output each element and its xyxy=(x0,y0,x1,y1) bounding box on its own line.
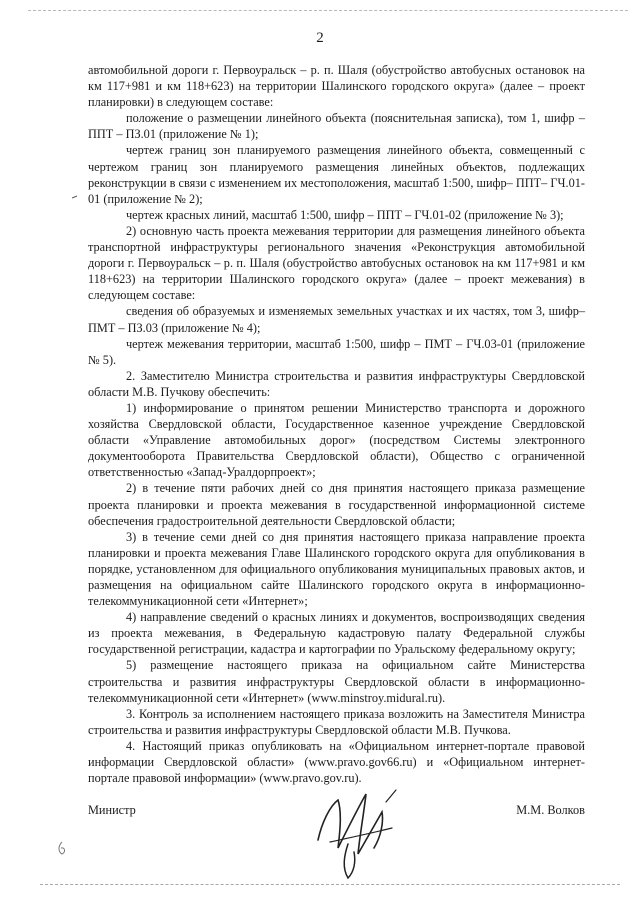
scan-edge-bottom xyxy=(40,884,620,885)
paragraph: чертеж границ зон планируемого размещения линейного объекта, совмещенный с чертежом границ зон планируемого размещения линейных объектов, подлежащих реконструкции в связи с изменением их местоположения, масштаб 1:500, шифр– ППТ– ГЧ.01-01 (приложение № 2); xyxy=(88,143,585,206)
margin-pencil-mark xyxy=(56,840,68,856)
paragraph: 3. Контроль за исполнением настоящего приказа возложить на Заместителя Министра строительства и развития инфраструктуры Свердловской области М.В. Пучкова. xyxy=(88,706,585,737)
paragraph: 4) направление сведений о красных линиях и документов, воспроизводящих сведения из проекта межевания, в Федеральную кадастровую палату Федеральной службы государственной регистрации, кадастра и картографии по Уральскому федеральному округу; xyxy=(88,610,585,657)
margin-tick-mark xyxy=(72,195,78,199)
handwritten-signature xyxy=(308,782,404,882)
paragraph: 3) в течение семи дней со дня принятия настоящего приказа направление проекта планировки и проекта межевания Главе Шалинского городского округа для опубликования в порядке, установленном для официального опубликования муниципальных правовых актов, и размещения на официальном сайте Шалинского городского округа в информационно-телекоммуникационной сети «Интернет»; xyxy=(88,529,585,609)
paragraph: 2) в течение пяти рабочих дней со дня принятия настоящего приказа размещение проекта планировки и проекта межевания в государственной информационной системе обеспечения градостроительной деятельности Свердловской области; xyxy=(88,481,585,528)
signer-name: М.М. Волков xyxy=(516,803,585,817)
scan-edge-top xyxy=(28,10,628,11)
paragraph: автомобильной дороги г. Первоуральск – р. п. Шаля (обустройство автобусных остановок на км 117+981 и км 118+623) на территории Шалинского городского округа» (далее – проект планировки) в следующем составе: xyxy=(88,63,585,110)
page-number: 2 xyxy=(316,30,324,46)
paragraph: 2) основную часть проекта межевания территории для размещения линейного объекта транспортной инфраструктуры регионального значения «Реконструкция автомобильной дороги г. Первоуральск – р. п. Шаля (обустройство автобусных остановок на км 117+981 и км 118+623) на территории Шалинского городского округа» (далее – проект межевания) в следующем составе: xyxy=(88,223,585,303)
paragraph: сведения об образуемых и изменяемых земельных участках и их частях, том 3, шифр– ПМТ – ПЗ.03 (приложение № 4); xyxy=(88,304,585,335)
paragraph: положение о размещении линейного объекта (пояснительная записка), том 1, шифр – ППТ – ПЗ.01 (приложение № 1); xyxy=(88,111,585,142)
paragraph: 2. Заместителю Министра строительства и развития инфраструктуры Свердловской области М.В. Пучкову обеспечить: xyxy=(88,368,585,399)
paragraph: 4. Настоящий приказ опубликовать на «Официальном интернет-портале правовой информации Свердловской области» (www.pravo.gov66.ru) и «Официальном интернет-портале правовой информации» (www.pravo.gov.ru). xyxy=(88,738,585,786)
paragraph: 1) информирование о принятом решении Министерство транспорта и дорожного хозяйства Свердловской области, Государственное казенное учреждение Свердловской области «Управление автомобильных дорог» (посредством Системы электронного документооборота Правительства Свердловской области), Общество с ограниченной ответственностью «Запад-Уралдорпроект»; xyxy=(88,400,585,480)
paragraph: 5) размещение настоящего приказа на официальном сайте Министерства строительства и развития инфраструктуры Свердловской области в информационно-телекоммуникационной сети «Интернет» (www.minstroy.midural.ru). xyxy=(88,658,585,705)
paragraph: чертеж межевания территории, масштаб 1:500, шифр – ПМТ – ГЧ.03-01 (приложение № 5). xyxy=(88,336,585,367)
document-body xyxy=(88,62,585,786)
paragraph: чертеж красных линий, масштаб 1:500, шифр – ППТ – ГЧ.01-02 (приложение № 3); xyxy=(126,207,564,222)
signer-title: Министр xyxy=(88,803,136,817)
